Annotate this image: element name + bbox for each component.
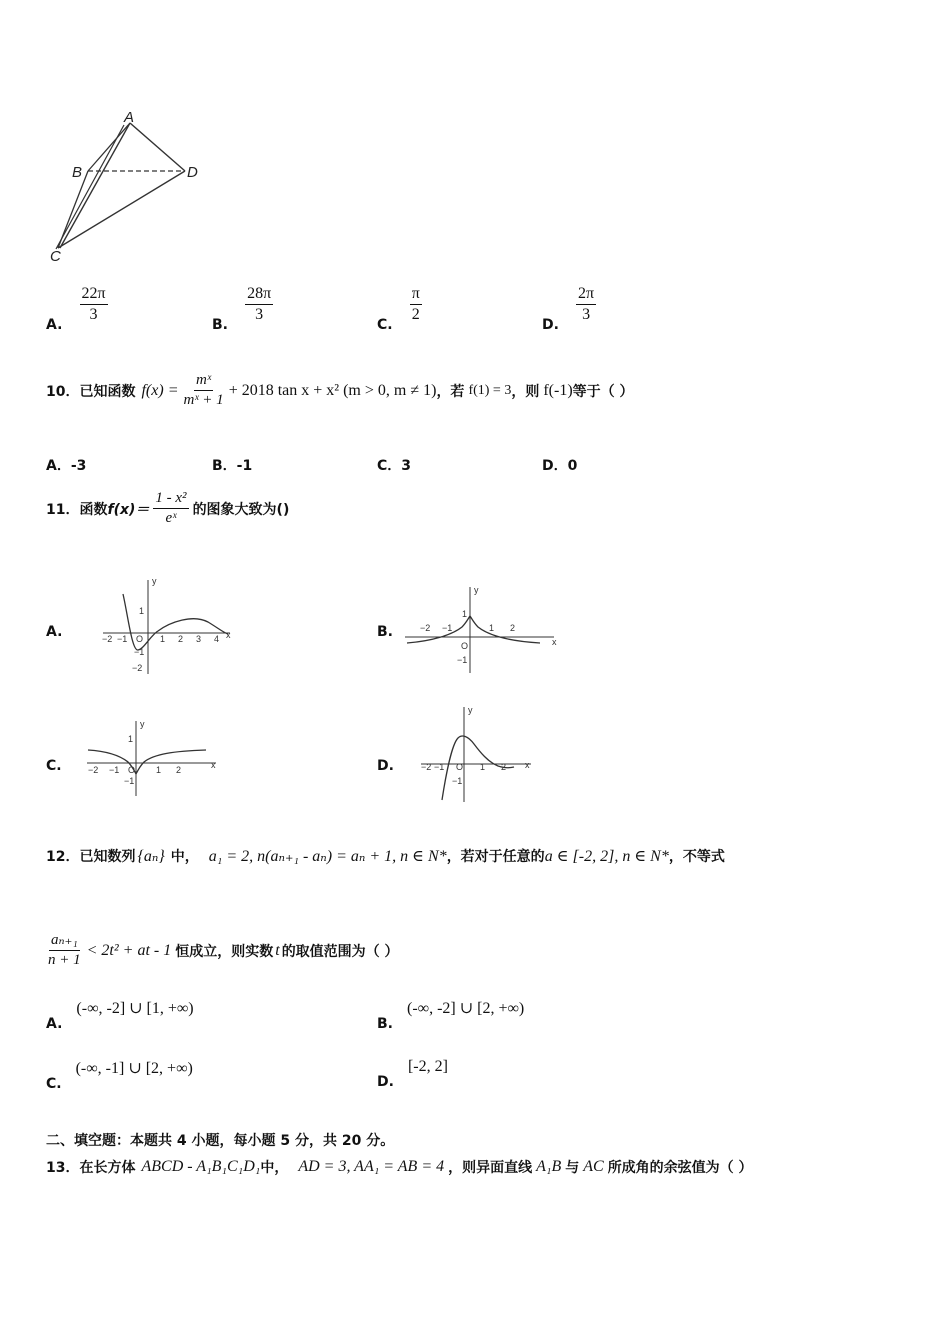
q12-tail2a: 恒成立，则实数 — [175, 943, 274, 960]
q9-option-b[interactable] — [212, 285, 273, 334]
q11-fx: f(x)＝ — [107, 501, 150, 518]
graph-b-ytick: 1 — [462, 609, 468, 619]
graph-a-xtick: 2 — [178, 634, 184, 644]
q9-option-d[interactable] — [542, 285, 596, 334]
graph-a-ytick: −1 — [134, 647, 145, 657]
option-fraction: $\frac{22\pi}{3}$ — [81, 285, 106, 324]
q10-option-d[interactable]: D．0 — [542, 458, 578, 474]
graph-b-xtick: −2 — [420, 623, 431, 633]
question-13 — [46, 1157, 753, 1177]
q10-fx: f(x) = — [141, 381, 179, 399]
graph-c-ytick: 1 — [128, 734, 134, 744]
graph-b-ytick: O — [461, 641, 469, 651]
option-letter: D. — [542, 317, 559, 334]
option-letter: C. — [377, 317, 393, 334]
graph-c-xtick: 2 — [176, 765, 182, 775]
q12-inequality: < 2t² + at - 1 — [86, 941, 172, 959]
q10-option-b[interactable]: B．-1 — [212, 458, 253, 474]
graph-a-xlabel: x — [226, 630, 231, 640]
q10-ze: ，则 — [511, 383, 540, 400]
q13-line1: A₁B — [536, 1158, 562, 1175]
option-text: (-∞, -1] ∪ [2, +∞) — [75, 1060, 193, 1077]
vertex-b-label: B — [72, 164, 83, 181]
graph-a-ylabel: y — [152, 576, 157, 586]
graph-a-xtick: 4 — [214, 634, 220, 644]
graph-c — [84, 718, 224, 800]
graph-a-ytick: 1 — [139, 606, 145, 616]
question-12 — [46, 846, 725, 866]
q10-f1: f(1) = 3 — [468, 382, 512, 398]
graph-c-xtick: 1 — [156, 765, 162, 775]
q13-tail: 所成角的余弦值为（ ） — [607, 1160, 753, 1176]
option-text: [-2, 2] — [407, 1058, 448, 1075]
graph-c-xtick: −1 — [109, 765, 120, 775]
q12-zhong: 中， — [170, 849, 199, 865]
section-title: 二、填空题：本题共 4 小题，每小题 5 分，共 20 分。 — [46, 1133, 395, 1149]
q11-option-c[interactable]: C. — [46, 758, 62, 774]
q12-option-b[interactable] — [377, 1000, 525, 1032]
q10-rest: + 2018 tan x + x² — [228, 381, 340, 399]
q11-prefix: 11．函数 — [46, 501, 108, 518]
q10-tail: 等于（ ） — [572, 383, 634, 400]
option-letter: C. — [46, 1076, 62, 1092]
q11-fraction: $\frac{\text{1 - x²}}{\text{eˣ}}$ — [155, 490, 187, 527]
graph-d-xlabel: x — [525, 760, 530, 770]
option-letter: B. — [212, 317, 228, 334]
q12-condition: a₁ = 2, n(aₙ₊₁ - aₙ) = aₙ + 1, n ∈ N* — [208, 848, 447, 865]
q13-line2: AC — [583, 1158, 604, 1175]
question-10 — [46, 372, 634, 410]
option-letter: D. — [377, 1074, 394, 1090]
q9-option-a[interactable] — [46, 285, 108, 334]
graph-c-xlabel: x — [211, 760, 216, 770]
q12-option-c[interactable] — [46, 1060, 193, 1092]
graph-c-ytick: −1 — [124, 776, 135, 786]
graph-b-ytick: −1 — [457, 655, 468, 665]
graph-b-xlabel: x — [552, 637, 557, 647]
q12-option-d[interactable] — [377, 1058, 448, 1090]
q11-option-d[interactable]: D. — [377, 758, 394, 774]
q12-tail1: ，不等式 — [668, 849, 725, 865]
option-fraction: $\frac{28\pi}{3}$ — [247, 285, 272, 324]
graph-d-xtick: −1 — [434, 762, 445, 772]
q10-fraction: $\frac{\text{mˣ}}{\text{mˣ + 1}}$ — [183, 372, 224, 409]
graph-a-xtick: O — [136, 634, 144, 644]
option-text: (-∞, -2] ∪ [2, +∞) — [407, 1000, 525, 1017]
q10-condition: (m > 0, m ≠ 1) — [343, 381, 437, 399]
q12-tail2b: 的取值范围为（ ） — [281, 943, 399, 960]
graph-d-ylabel: y — [468, 705, 473, 715]
q9-option-c[interactable] — [377, 285, 422, 334]
q11-option-a[interactable]: A. — [46, 624, 63, 640]
q11-option-b[interactable]: B. — [377, 624, 393, 640]
q10-option-a[interactable]: A．-3 — [46, 458, 87, 474]
option-text: (-∞, -2] ∪ [1, +∞) — [76, 1000, 194, 1017]
q13-box: ABCD - A₁B₁C₁D₁ — [141, 1158, 261, 1175]
q10-prefix: 10．已知函数 — [46, 383, 136, 400]
option-letter: A. — [46, 1016, 63, 1032]
q10-option-c[interactable]: C．3 — [377, 458, 412, 474]
graph-a — [98, 576, 238, 676]
q13-prefix: 13．在长方体 — [46, 1160, 136, 1176]
graph-a-xtick: −1 — [117, 634, 128, 644]
q12-fraction: $\frac{\text{aₙ₊₁}}{n + 1}$ — [48, 932, 81, 969]
graph-c-xtick: −2 — [88, 765, 99, 775]
q13-yu: 与 — [565, 1160, 580, 1176]
graph-d — [418, 704, 538, 804]
graph-d-xtick: −2 — [421, 762, 432, 772]
graph-d-ytick: −1 — [452, 776, 463, 786]
graph-b — [402, 583, 562, 675]
graph-a-xtick: −2 — [102, 634, 113, 644]
vertex-a-label: A — [124, 109, 135, 126]
q10-ruo: ，若 — [436, 383, 465, 400]
graph-c-ylabel: y — [140, 719, 145, 729]
option-fraction: $\frac{\pi}{2}$ — [411, 285, 420, 324]
graph-a-xtick: 3 — [196, 634, 202, 644]
vertex-d-label: D — [187, 164, 198, 181]
question-11 — [46, 490, 289, 528]
q13-mid: ，则异面直线 — [448, 1160, 533, 1176]
graph-b-ylabel: y — [474, 585, 479, 595]
q12-option-a[interactable] — [46, 1000, 194, 1032]
graph-d-xtick: O — [456, 762, 464, 772]
graph-c-xtick: O — [128, 765, 136, 775]
graph-b-xtick: 2 — [510, 623, 516, 633]
option-letter: B. — [377, 1016, 393, 1032]
graph-a-xtick: 1 — [160, 634, 166, 644]
q13-zhong: 中， — [260, 1160, 289, 1176]
q12-mid: ，若对于任意的 — [446, 849, 545, 865]
q12-sequence: {aₙ} — [137, 848, 165, 865]
q12-tvar: t — [275, 941, 280, 959]
q12-prefix: 12．已知数列 — [46, 849, 136, 865]
graph-d-xtick: 2 — [501, 762, 507, 772]
graph-d-xtick: 1 — [480, 762, 486, 772]
q10-fm1: f(-1) — [543, 381, 573, 399]
graph-a-ytick: −2 — [132, 663, 143, 673]
option-letter: A. — [46, 317, 63, 334]
q11-tail: 的图象大致为() — [192, 501, 290, 518]
vertex-c-label: C — [50, 248, 61, 265]
option-fraction: $\frac{2\pi}{3}$ — [578, 285, 595, 324]
q13-condition: AD = 3, AA₁ = AB = 4 — [298, 1158, 445, 1175]
graph-b-xtick: 1 — [489, 623, 495, 633]
q12-inequality-line — [46, 932, 399, 970]
graph-b-xtick: −1 — [442, 623, 453, 633]
q12-range: a ∈ [-2, 2], n ∈ N* — [544, 848, 669, 865]
tetrahedron-figure — [40, 105, 220, 270]
